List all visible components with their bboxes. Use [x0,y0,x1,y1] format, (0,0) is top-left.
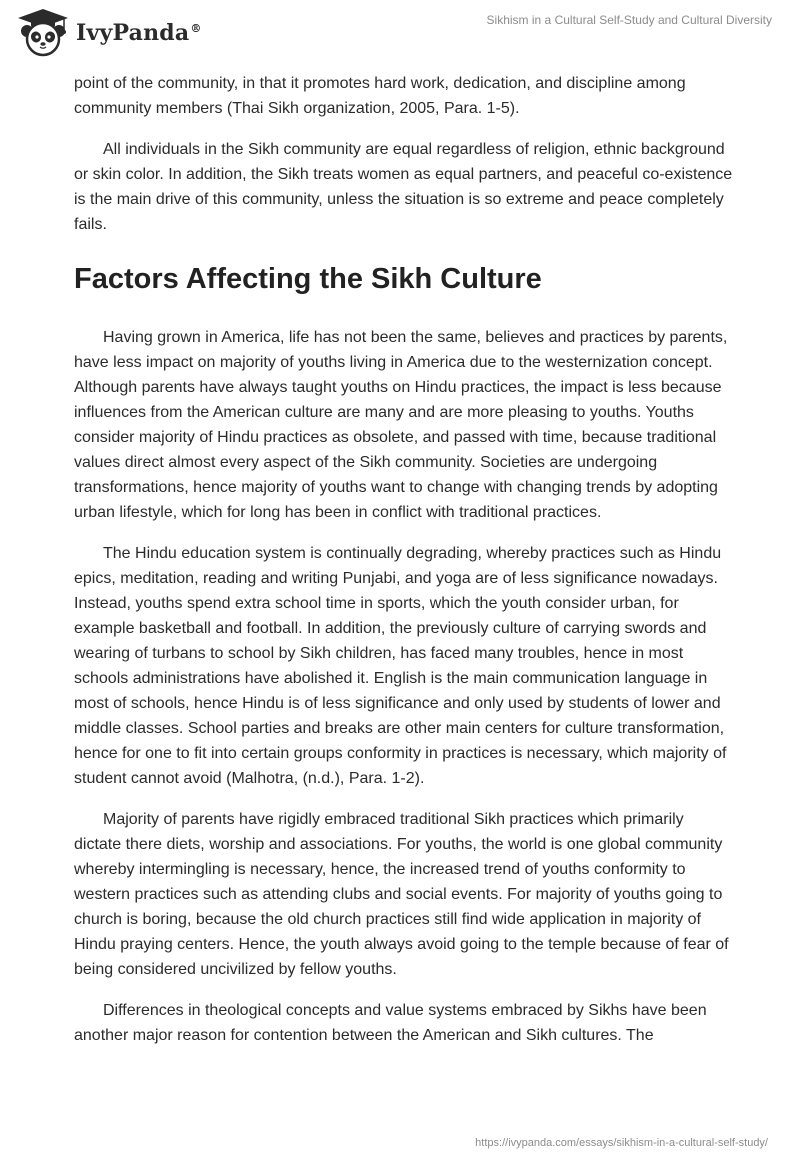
logo-text [76,20,202,46]
page-header [0,0,800,64]
source-url[interactable]: https://ivypanda.com/essays/sikhism-in-a-cultural-self-study/ [475,1137,768,1149]
paragraph-continued: point of the community, in that it promotes hard work, dedication, and discipline among community members (Thai Sikh organization, 2005, Para. 1-5). [74,75,686,117]
paragraph-parents: Majority of parents have rigidly embraced traditional Sikh practices which primarily dictate there diets, worship and associations. For youths, the world is one global community whereby intermingling is necessary, hence, the increased trend of youths conformity to western practices such as attending clubs and social events. For majority of youths going to church is boring, because the old church practices still find wide application in majority of Hindu praying centers. Hence, the youth always avoid going to the temple because of fear of being considered uncivilized by fellow youths. [74,811,729,978]
document-title: Sikhism in a Cultural Self-Study and Cultural Diversity [486,13,772,27]
paragraph-westernization: Having grown in America, life has not been the same, believes and practices by parents, have less impact on majority of youths living in America due to the westernization concept. Although parents have always taught youths on Hindu practices, the impact is less because influences from the American culture are many and are more pleasing to youths. Youths consider majority of Hindu practices as obsolete, and passed with time, because traditional values direct almost every aspect of the Sikh community. Societies are undergoing transformations, hence majority of youths want to change with changing trends by adopting urban lifestyle, which for long has been in conflict with traditional practices. [74,329,728,521]
panda-graduate-icon [14,7,72,57]
paragraph-education: The Hindu education system is continually degrading, whereby practices such as Hindu epics, meditation, reading and writing Punjabi, and yoga are of less significance nowadays. Instead, youths spend extra school time in sports, which the youth consider urban, for example basketball and football. In addition, the previously culture of carrying swords and wearing of turbans to school by Sikh children, has faced many troubles, hence in most schools administrations have abolished it. English is the main communication language in most of schools, hence Hindu is of less significance and only used by students of lower and middle classes. School parties and breaks are other main centers for culture transformation, hence for one to fit into certain groups conformity in practices is necessary, which majority of student cannot avoid (Malhotra, (n.d.), Para. 1-2). [74,545,727,787]
paragraph-theology: Differences in theological concepts and value systems embraced by Sikhs have been another major reason for contention between the American and Sikh cultures. The [74,1002,707,1044]
registered-mark: ® [190,21,202,35]
logo-name: IvyPanda [76,20,190,46]
section-heading: Factors Affecting the Sikh Culture [74,263,542,295]
paragraph-equality: All individuals in the Sikh community are equal regardless of religion, ethnic background or skin color. In addition, the Sikh treats women as equal partners, and peaceful co-existence is the main drive of this community, unless the situation is so extreme and peace completely fails. [74,141,733,233]
logo[interactable] [14,6,202,58]
essay-content [74,71,734,1064]
